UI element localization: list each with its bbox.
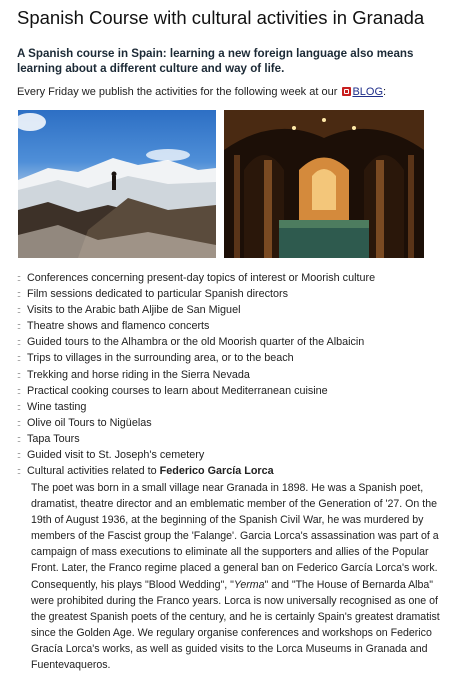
- bullet-icon: ::: [17, 273, 21, 283]
- bullet-icon: ::: [17, 433, 21, 444]
- list-item: :: Guided tours to the Alhambra or the old Moorish quarter of the Albaicin: [17, 336, 365, 349]
- bullet-icon: ::: [17, 450, 21, 461]
- friday-text: Every Friday we publish the activities for the following week at our: [17, 86, 338, 98]
- list-item: :: Tapa Tours: [17, 432, 80, 445]
- bullet-icon: ::: [17, 353, 21, 364]
- lorca-text-part2: " and "The House of Bernarda Alba" were prohibited during the Franco years. Lorca is now universally recognised as one of the greatest Spanish poets of the century, and he is certainly Spain's greatest dramatist since the Golden Age. We regulary organise conferences and workshops on Federico Gracía Lorca's works, as well as guided visits to the Lorca Museums in Granada and Fuentevaqueros.: [31, 578, 440, 672]
- lorca-text-part1: The poet was born in a small village near Granada in 1898. He was a Spanish poet, dramatist, theatre director and an emblematic member of the Generation of '27. On the 19th of August 1936, at the beginning of the Spanish Civil War, he was murdered by members of the Fascist group the 'Falange'. Garcia Lorca's assassination was part of a campaign of mass executions to eliminate all the supporters and allies of the Popular Front. Later, the Franco regime placed a general ban on Federico García Lorca's work. Consequently, his plays "Blood Wedding", ": [31, 482, 439, 591]
- list-item: :: Visits to the Arabic bath Aljibe de San Miguel: [17, 304, 241, 317]
- bullet-icon: ::: [17, 401, 21, 412]
- blog-link[interactable]: BLOG: [352, 86, 384, 98]
- lorca-paragraph: [31, 480, 451, 673]
- bullet-icon: ::: [17, 417, 21, 428]
- list-item: :: Conferences concerning present-day topics of interest or Moorish culture: [17, 272, 376, 284]
- intro-paragraph: A Spanish course in Spain: learning a new foreign language also means learning about a different culture and way of life.: [17, 47, 414, 75]
- list-item: :: Practical cooking courses to learn about Mediterranean cuisine: [17, 384, 328, 397]
- activities-list: [17, 270, 447, 479]
- mountain-photo: [18, 110, 216, 258]
- list-item: :: Wine tasting: [17, 400, 87, 413]
- mountain-illustration: [18, 110, 216, 258]
- bullet-icon: ::: [17, 289, 21, 300]
- list-item: :: Guided visit to St. Joseph's cemetery: [17, 449, 205, 462]
- friday-colon: :: [383, 86, 387, 98]
- list-item: :: Theatre shows and flamenco concerts: [17, 320, 210, 333]
- yerma-title: Yerma: [233, 578, 265, 591]
- bullet-icon: ::: [17, 321, 21, 332]
- friday-notice: [17, 85, 447, 99]
- list-item: :: Trips to villages in the surrounding area, or to the beach: [17, 352, 294, 365]
- lorca-prefix: Cultural activities related to: [27, 465, 160, 478]
- bullet-icon: ::: [17, 337, 21, 348]
- bullet-icon: ::: [17, 369, 21, 380]
- bullet-icon: ::: [17, 385, 21, 396]
- bath-illustration: [224, 110, 424, 258]
- bullet-icon: ::: [17, 466, 21, 477]
- page-title: Spanish Course with cultural activities in Granada: [17, 7, 425, 28]
- list-item-lorca: [17, 463, 447, 479]
- list-item: :: Olive oil Tours to Nigüelas: [17, 416, 152, 429]
- blog-icon[interactable]: [342, 87, 351, 96]
- list-item: :: Trekking and horse riding in the Sierra Nevada: [17, 368, 250, 381]
- lorca-name: Federico García Lorca: [159, 465, 274, 478]
- arab-bath-photo: [224, 110, 424, 258]
- list-item: :: Film sessions dedicated to particular Spanish directors: [17, 288, 289, 301]
- bullet-icon: ::: [17, 305, 21, 316]
